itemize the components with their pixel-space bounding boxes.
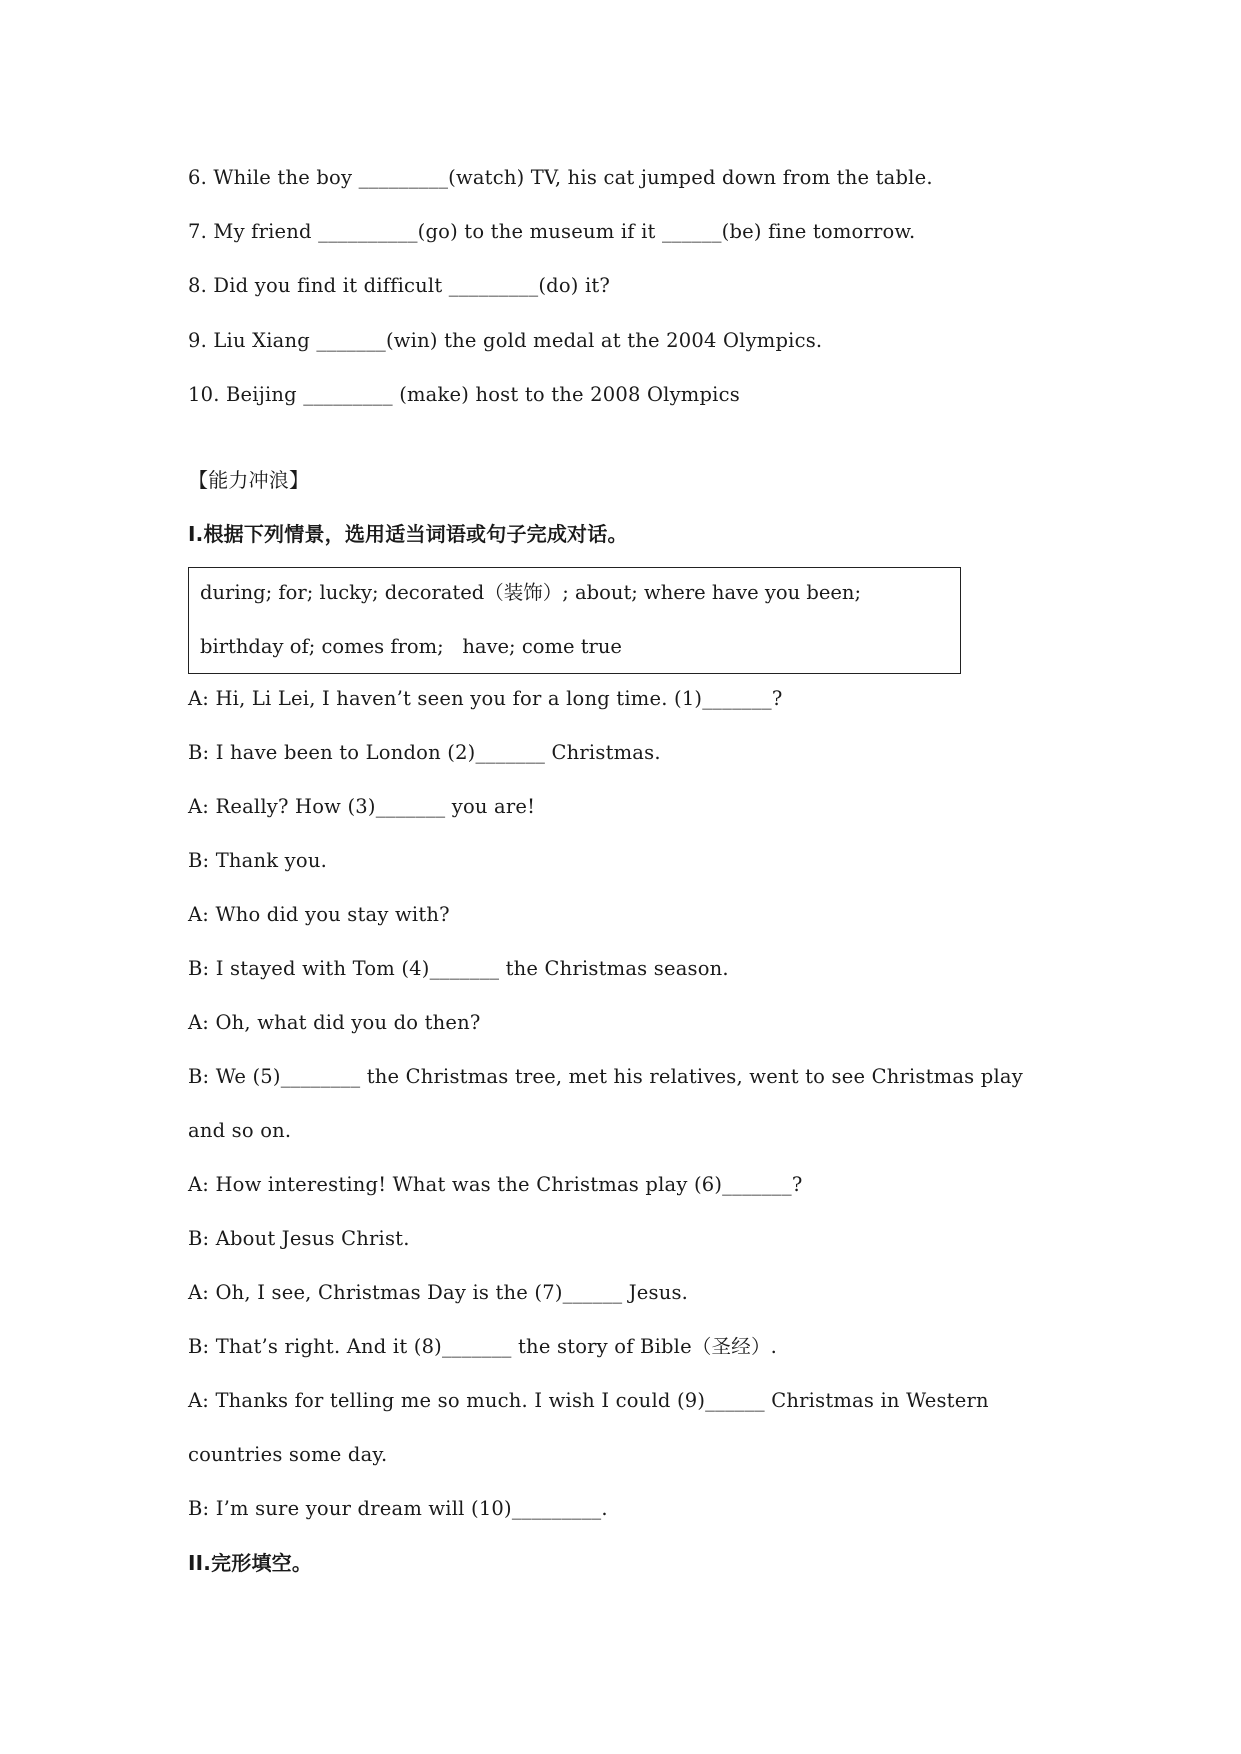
dialogue-line: A: How interesting! What was the Christmas play (6)_______? bbox=[188, 1173, 803, 1196]
dialogue-line: B: That’s right. And it (8)_______ the story of Bible（圣经）. bbox=[188, 1335, 778, 1358]
part2-heading: II.完形填空。 bbox=[188, 1551, 313, 1575]
dialogue-line: B: Thank you. bbox=[188, 849, 327, 872]
exercise-6: 6. While the boy _________(watch) TV, his cat jumped down from the table. bbox=[188, 166, 933, 189]
word-box bbox=[188, 567, 961, 674]
dialogue-line: and so on. bbox=[188, 1119, 292, 1142]
dialogue-line: A: Oh, I see, Christmas Day is the (7)______ Jesus. bbox=[188, 1281, 689, 1304]
dialogue-line: B: I have been to London (2)_______ Christmas. bbox=[188, 741, 661, 764]
section-title: 【能力冲浪】 bbox=[188, 468, 310, 492]
dialogue-line: B: I stayed with Tom (4)_______ the Christmas season. bbox=[188, 957, 729, 980]
dialogue-line: B: We (5)________ the Christmas tree, met his relatives, went to see Christmas play bbox=[188, 1065, 1023, 1088]
exercise-7: 7. My friend __________(go) to the museum if it ______(be) fine tomorrow. bbox=[188, 220, 916, 243]
exercise-10: 10. Beijing _________ (make) host to the 2008 Olympics bbox=[188, 383, 740, 406]
exercise-8: 8. Did you find it difficult _________(do) it? bbox=[188, 274, 611, 297]
dialogue-line: A: Oh, what did you do then? bbox=[188, 1011, 481, 1034]
dialogue-line: B: I’m sure your dream will (10)_________. bbox=[188, 1497, 608, 1520]
dialogue-line: A: Really? How (3)_______ you are! bbox=[188, 795, 536, 818]
dialogue-line: A: Thanks for telling me so much. I wish I could (9)______ Christmas in Western bbox=[188, 1389, 989, 1412]
dialogue-line: B: About Jesus Christ. bbox=[188, 1227, 410, 1250]
exercise-9: 9. Liu Xiang _______(win) the gold medal at the 2004 Olympics. bbox=[188, 329, 823, 352]
dialogue-line: countries some day. bbox=[188, 1443, 388, 1466]
part1-heading: I.根据下列情景，选用适当词语或句子完成对话。 bbox=[188, 522, 628, 546]
dialogue-line: A: Hi, Li Lei, I haven’t seen you for a long time. (1)_______? bbox=[188, 687, 783, 710]
word-box-line-2: birthday of; comes from; have; come true bbox=[200, 635, 622, 658]
dialogue-line: A: Who did you stay with? bbox=[188, 903, 450, 926]
word-box-line-1: during; for; lucky; decorated（装饰）; about; where have you been; bbox=[200, 581, 862, 604]
